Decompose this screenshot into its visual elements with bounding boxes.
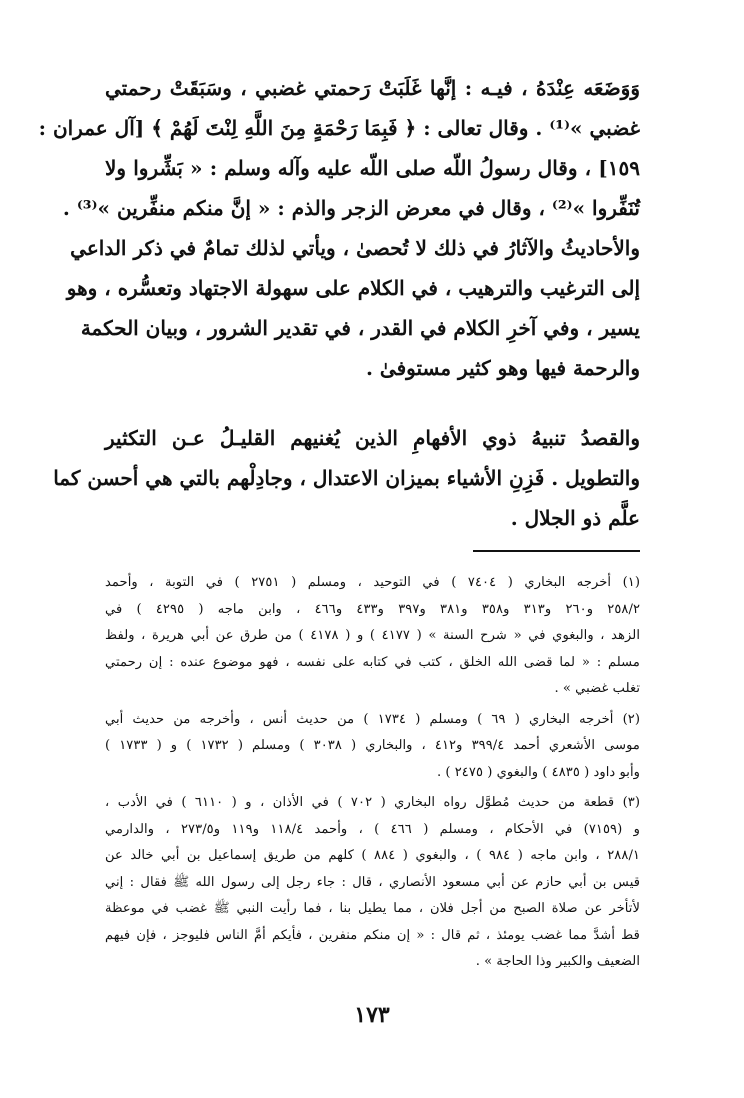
footnote-line: ٢٥٨/٢ و٢٦٠ و٣١٣ و٣٥٨ و٣٨١ و٣٩٧ و٤٣٣ و٤٦٦ ، وابن ماجه ( ٤٢٩٥ ) في: [105, 601, 641, 617]
footnote-line: مسلم : « لما قضى الله الخلق ، كتب في كتابه على نفسه ، فهو موضوع عنده : إن رحمتي: [105, 654, 640, 670]
footnote-line: (٣) قطعة من حديث مُطوَّل رواه البخاري ( ٧٠٢ ) في الأذان ، و ( ٦١١٠ ) في الأدب ،: [105, 795, 640, 810]
footnote-separator: [473, 550, 640, 552]
footnote-line: موسى الأشعري أحمد ٣٩٩/٤ و٤١٢ ، والبخاري ( ٣٠٣٨ ) ومسلم ( ١٧٣٢ ) و ( ١٧٣٣ ): [105, 738, 640, 753]
footnote-3: [105, 790, 640, 976]
footnote-line: الزهد ، والبغوي في « شرح السنة » ( ٤١٧٧ ) و ( ٤١٧٨ ) من طرق عن أبي هريرة ، ولفظ: [105, 628, 640, 643]
footnote-line: تغلب غضبي » .: [554, 681, 640, 696]
footnotes: [105, 570, 640, 976]
text-line: غضبي »⁽¹⁾ . وقال تعالى : ﴿ فَبِمَا رَحْمَةٍ مِنَ اللَّهِ لِنْتَ لَهُمْ ﴾ [آل عمران :: [38, 116, 640, 140]
footnote-line: قيس بن أبي حازم عن أبي مسعود الأنصاري ، قال : جاء رجل إلى رسول الله ﷺ فقال : إني: [105, 874, 640, 890]
text-line: ١٥٩] ، وقال رسولُ اللّه صلى اللّه عليه وآله وسلم : « بَشِّروا ولا: [105, 156, 640, 180]
footnote-line: الضعيف والكبير وذا الحاجة » .: [475, 954, 640, 969]
page-number: ١٧٣: [354, 1002, 390, 1028]
footnote-line: (١) أخرجه البخاري ( ٧٤٠٤ ) في التوحيد ، ومسلم ( ٢٧٥١ ) في التوبة ، وأحمد: [105, 575, 640, 590]
text-line: تُنَفِّروا »⁽²⁾ ، وقال في معرض الزجر والذم : « إنَّ منكم منفِّرين »⁽³⁾ .: [62, 196, 640, 220]
footnote-line: ٢٨٨/١ ، وابن ماجه ( ٩٨٤ ) ، والبغوي ( ٨٨٤ ) كلهم من طريق إسماعيل بن أبي خالد عن: [105, 848, 640, 863]
main-paragraph-2: [53, 418, 640, 538]
text-line: علَّم ذو الجلال .: [510, 506, 640, 530]
text-line: والأحاديثُ والآثارُ في ذلك لا تُحصىٰ ، ويأتي لذلك تمامٌ في ذكر الداعي: [70, 236, 640, 260]
footnote-1: [105, 570, 640, 703]
footnote-2: [105, 707, 640, 787]
text-line: والقصدُ تنبيهُ ذوي الأفهامِ الذين يُغنيهم القليـلُ عـن التكثير: [105, 426, 640, 450]
text-line: وَوَضَعَه عِنْدَهُ ، فيـه : إنَّها غَلَبَتْ رَحمتي غضبي ، وسَبَقَتْ رحمتي: [105, 76, 640, 100]
footnote-line: لأتأخر عن صلاة الصبح من أجل فلان ، مما يطيل بنا ، فما رأيت النبي ﷺ غضب في موعظة: [105, 901, 640, 916]
footnote-line: قط أشدَّ مما غضب يومئذ ، ثم قال : « إن منكم منفرين ، فأيكم أمَّ الناس فليوجز ، فإن فيهم: [105, 927, 640, 943]
text-line: يسير ، وفي آخرِ الكلام في القدر ، في تقدير الشرور ، وبيان الحكمة: [80, 316, 640, 340]
footnote-line: (٢) أخرجه البخاري ( ٦٩ ) ومسلم ( ١٧٣٤ ) من حديث أنس ، وأخرجه من حديث أبي: [105, 711, 640, 727]
main-paragraph-1: [38, 68, 640, 388]
text-line: والرحمة فيها وهو كثير مستوفىٰ .: [366, 356, 640, 380]
footnote-line: و (٧١٥٩) في الأحكام ، ومسلم ( ٤٦٦ ) ، وأحمد ١١٨/٤ و١١٩ و٢٧٣/٥ ، والدارمي: [105, 821, 640, 837]
text-line: إلى الترغيب والترهيب ، في الكلام على سهولة الاجتهاد وتعسُّره ، وهو: [66, 276, 640, 300]
text-line: والتطويل . فَزِنِ الأشياء بميزان الاعتدال ، وجادِلْهم بالتي هي أحسن كما: [53, 466, 640, 490]
footnote-line: وأبو داود ( ٤٨٣٥ ) والبغوي ( ٢٤٧٥ ) .: [436, 764, 640, 780]
